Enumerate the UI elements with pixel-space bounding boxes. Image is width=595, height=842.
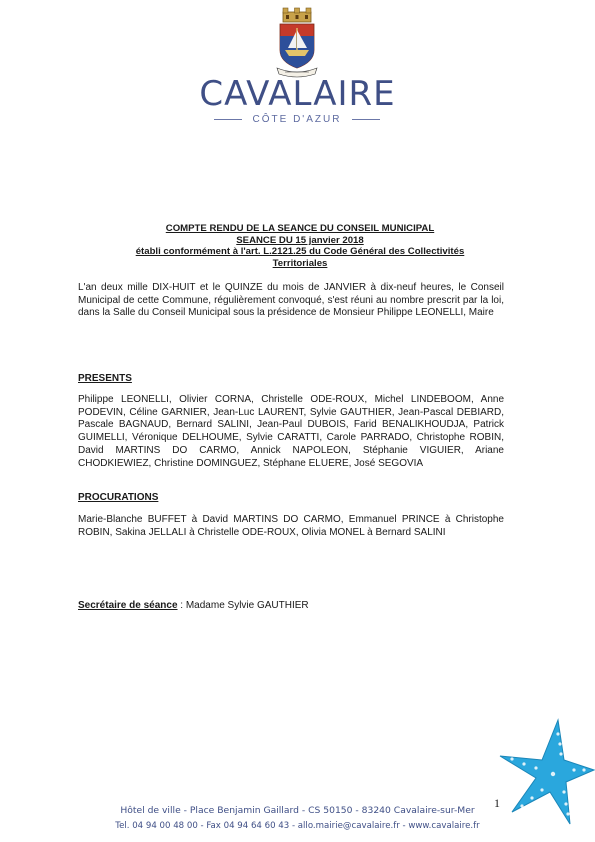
title-line-1: COMPTE RENDU DE LA SEANCE DU CONSEIL MUNICIPAL: [165, 223, 435, 234]
secretary-line: [78, 599, 309, 612]
page-number: 1: [494, 796, 500, 810]
title-line-2: SEANCE DU 15 janvier 2018: [236, 234, 364, 246]
procurations-heading: PROCURATIONS: [78, 492, 159, 503]
title-line-4: Territoriales: [272, 257, 328, 269]
presents-list: Philippe LEONELLI, Olivier CORNA, Christelle ODE-ROUX, Michel LINDEBOOM, Anne PODEVIN, Céline GARNIER, Jean-Luc LAURENT, Sylvie GAUTHIER, Jean-Pascal DEBIARD, Pascale BAGNAUD, Bernard SALINI, Jean-Paul DUBOIS, Farid BENALIKHOUDJA, Patrick GUIMELLI, Véronique DELHOUME, Sylvie CARATTI, Carole PARRADO, Christophe ROBIN, David MARTINS DO CARMO, Annick NAPOLEON, Stéphanie VIGUIER, Ariane CHODKIEWIEZ, Christine DOMINGUEZ, Stéphane ELUERE, José SEGOVIA: [78, 394, 504, 469]
procurations-list: Marie-Blanche BUFFET à David MARTINS DO CARMO, Emmanuel PRINCE à Christophe ROBIN, Sakina JELLALI à Christelle ODE-ROUX, Olivia MONEL à Bernard SALINI: [78, 514, 504, 538]
brand-name: CAVALAIRE: [199, 74, 396, 114]
coat-of-arms-icon: [271, 6, 323, 80]
tagline-rule-right: [352, 119, 380, 120]
title-line-3: établi conformément à l'art. L.2121.25 du Code Général des Collectivités: [135, 246, 465, 258]
tagline-text: CÔTE D'AZUR: [252, 114, 342, 125]
intro-paragraph: [78, 282, 504, 320]
presents-heading: PRESENTS: [78, 373, 132, 384]
footer-address: Hôtel de ville - Place Benjamin Gaillard - CS 50150 - 83240 Cavalaire-sur-Mer: [120, 805, 475, 816]
secretary-value: : Madame Sylvie GAUTHIER: [177, 600, 309, 611]
footer-contact: Tel. 04 94 00 48 00 - Fax 04 94 64 60 43 - allo.mairie@cavalaire.fr - www.cavalaire.fr: [115, 821, 480, 831]
secretary-label: Secrétaire de séance: [78, 600, 178, 611]
document-title: [120, 223, 480, 269]
brand-tagline: [214, 113, 380, 127]
intro-text: L'an deux mille DIX-HUIT et le QUINZE du mois de JANVIER à dix-neuf heures, le Conseil Municipal de cette Commune, régulièrement convoqué, s'est réuni au nombre prescrit par la loi, dans la Salle du Conseil Municipal sous la présidence de Monsieur Philippe LEONELLI, Maire: [78, 282, 504, 319]
